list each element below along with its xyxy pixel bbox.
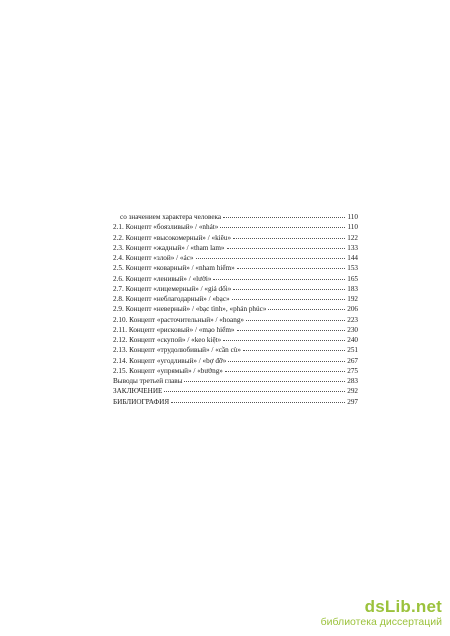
toc-entry-page: 122 xyxy=(347,233,358,242)
toc-entry-page: 297 xyxy=(347,397,358,406)
toc-entry-title: 2.4. Концепт «злой» / «ác» xyxy=(113,254,194,262)
toc-dot-leader xyxy=(232,294,346,300)
toc-entry-title: 2.15. Концепт «упрямый» / «bướng» xyxy=(113,366,223,375)
toc-entry xyxy=(113,325,358,335)
toc-entry xyxy=(113,243,358,253)
watermark xyxy=(321,598,442,628)
toc-entry xyxy=(113,315,358,325)
toc-entry-page: 240 xyxy=(347,336,358,344)
toc-entry xyxy=(113,376,358,386)
toc-entry xyxy=(113,335,358,345)
toc-entry xyxy=(113,345,358,355)
toc-entry-page: 110 xyxy=(347,213,358,221)
toc-dot-leader xyxy=(213,274,345,280)
toc-entry-page: 153 xyxy=(347,264,358,273)
toc-entry-page: 230 xyxy=(347,325,358,334)
toc-dot-leader xyxy=(184,376,345,382)
toc-dot-leader xyxy=(233,284,345,290)
toc-entry-page: 183 xyxy=(347,284,358,293)
toc-entry-page: 283 xyxy=(347,377,358,385)
toc-dot-leader xyxy=(223,335,345,341)
table-of-contents xyxy=(113,212,358,407)
toc-entry-title: 2.8. Концепт «неблагодарный» / «bạc» xyxy=(113,295,230,303)
toc-entry-title: 2.12. Концепт «скупой» / «keo kiệt» xyxy=(113,336,222,344)
toc-entry-page: 165 xyxy=(347,274,358,283)
toc-entry-title: БИБЛИОГРАФИЯ xyxy=(113,397,170,406)
toc-entry xyxy=(113,212,358,222)
toc-dot-leader xyxy=(220,222,345,228)
toc-entry xyxy=(113,366,358,376)
toc-dot-leader xyxy=(225,366,345,372)
toc-entry-title: 2.5. Концепт «коварный» / «nham hiểm» xyxy=(113,264,235,273)
toc-entry-title: 2.13. Концепт «трудолюбивый» / «cần cù» xyxy=(113,346,241,355)
toc-dot-leader xyxy=(227,243,346,249)
toc-entry-title: 2.2. Концепт «высокомерный» / «kiêu» xyxy=(113,233,232,242)
toc-entry-page: 223 xyxy=(347,315,358,324)
toc-dot-leader xyxy=(243,345,345,351)
toc-dot-leader xyxy=(164,386,345,392)
toc-entry xyxy=(113,304,358,314)
toc-entry-page: 192 xyxy=(347,295,358,303)
toc-entry-title: 2.6. Концепт «ленивый» / «lười» xyxy=(113,274,212,283)
toc-dot-leader xyxy=(196,253,346,259)
toc-dot-leader xyxy=(233,233,345,239)
toc-entry-title: Выводы третьей главы xyxy=(113,377,183,385)
toc-dot-leader xyxy=(228,356,345,362)
toc-entry xyxy=(113,274,358,284)
watermark-subtitle: библиотека диссертаций xyxy=(320,616,442,628)
toc-entry xyxy=(113,397,358,407)
toc-entry-page: 144 xyxy=(347,254,358,262)
toc-entry-title: 2.3. Концепт «жадный» / «tham lam» xyxy=(113,243,225,252)
toc-entry-page: 206 xyxy=(347,305,358,314)
toc-entry-page: 110 xyxy=(347,223,358,232)
toc-entry xyxy=(113,284,358,294)
toc-entry-title: 2.7. Концепт «лицемерный» / «giả dối» xyxy=(113,284,232,293)
toc-entry xyxy=(113,253,358,263)
toc-entry-title: 2.9. Концепт «неверный» / «bạc tình», «phản phúc» xyxy=(113,305,267,314)
toc-entry xyxy=(113,356,358,366)
toc-entry-page: 133 xyxy=(347,243,358,252)
toc-entry xyxy=(113,233,358,243)
toc-dot-leader xyxy=(268,304,345,310)
toc-entry xyxy=(113,263,358,273)
toc-entry-title: 2.14. Концепт «угодливый» / «bợ đỡ» xyxy=(113,356,227,365)
toc-dot-leader xyxy=(237,325,346,331)
toc-entry-title: 2.10. Концепт «расточительный» / «hoang» xyxy=(113,315,245,324)
toc-dot-leader xyxy=(171,397,345,403)
toc-entry-page: 275 xyxy=(347,366,358,375)
toc-entry-title: 2.1. Концепт «боязливый» / «nhát» xyxy=(113,223,219,232)
watermark-logo: dsLib.net xyxy=(364,597,442,616)
toc-entry-page: 251 xyxy=(347,346,358,355)
toc-dot-leader xyxy=(223,212,345,218)
toc-entry xyxy=(113,294,358,304)
toc-entry-title: 2.11. Концепт «рисковый» / «mạo hiểm» xyxy=(113,325,235,334)
toc-entry xyxy=(113,386,358,396)
toc-entry-page: 292 xyxy=(347,387,358,396)
toc-entry-title: со значением характера человека xyxy=(120,213,222,221)
toc-dot-leader xyxy=(246,315,345,321)
toc-dot-leader xyxy=(237,263,346,269)
toc-entry xyxy=(113,222,358,232)
toc-entry-title: ЗАКЛЮЧЕНИЕ xyxy=(113,387,163,396)
toc-entry-page: 267 xyxy=(347,356,358,365)
